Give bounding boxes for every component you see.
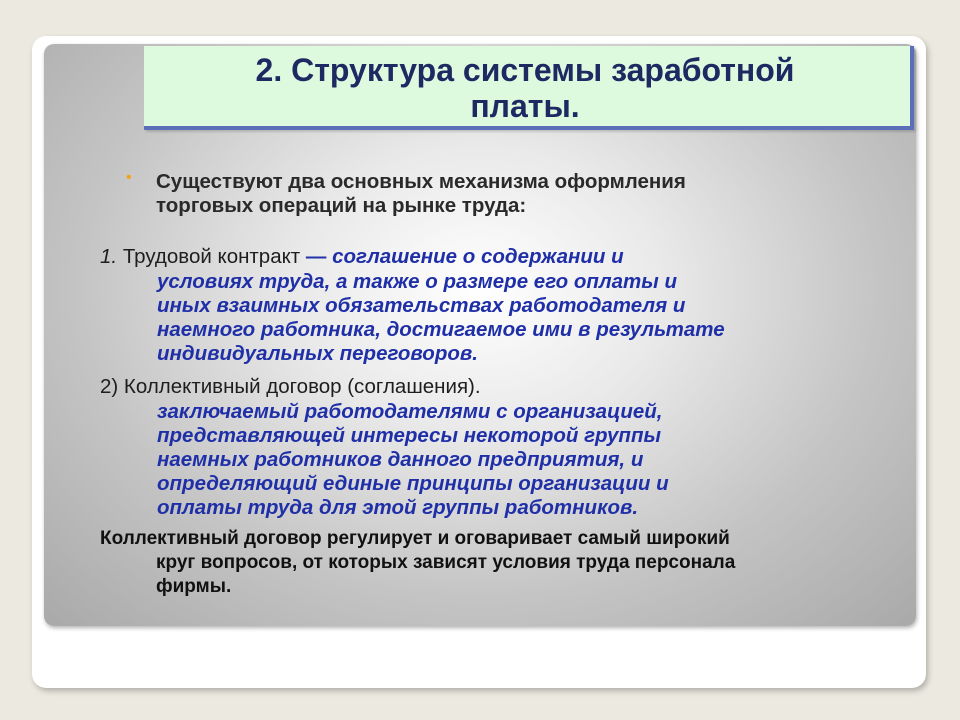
item1-definition-start: соглашение о содержании и (332, 245, 624, 268)
conclusion-rest: круг вопросов, от которых зависят условия труда персонала фирмы. (156, 552, 736, 597)
item1-dash: — (305, 245, 327, 268)
slide-title: 2. Структура системы заработной платы. (255, 52, 795, 124)
item1-number: 1. (100, 245, 118, 268)
conclusion-text (100, 527, 900, 599)
item2-heading: 2) Коллективный договор (соглашения). (100, 375, 481, 398)
item1-definition: условиях труда, а также о размере его оплаты и иных взаимных обязательствах работодателя и наемного работника, достигаемое ими в результате индивидуальных переговоров. (157, 270, 725, 365)
bullet-icon: • (126, 169, 132, 186)
item2-definition: заключаемый работодателями с организацией, представляющей интересы некоторой группы наемных работников данного предприятия, и определяющий единые принципы организации и оплаты труда для этой группы работников. (157, 400, 669, 519)
intro-text: Существуют два основных механизма оформления торговых операций на рынке труда: (156, 170, 686, 217)
item1-term: Трудовой контракт (122, 245, 301, 268)
conclusion-line1: Коллективный договор регулирует и оговаривает самый широкий (100, 528, 730, 549)
item1-heading (100, 245, 900, 269)
title-box (144, 46, 914, 130)
